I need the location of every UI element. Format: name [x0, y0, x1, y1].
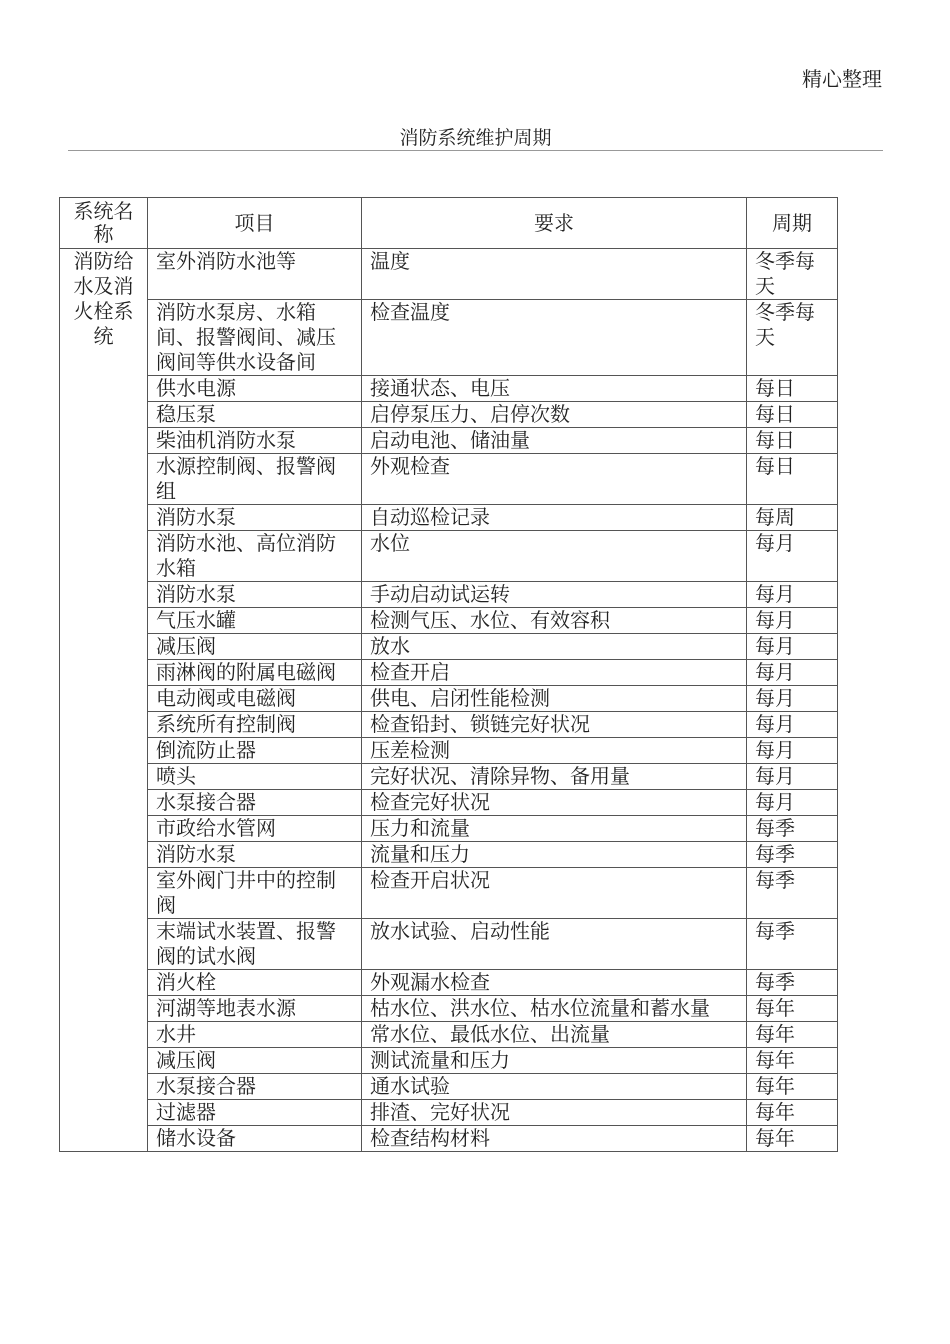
- period-cell: 每日: [747, 376, 838, 402]
- system-name-cell: 消防给水及消火栓系统: [60, 249, 148, 1152]
- requirement-cell: 放水试验、启动性能: [362, 919, 747, 970]
- item-cell: 水源控制阀、报警阀组: [148, 454, 362, 505]
- table-row: [60, 1022, 838, 1048]
- period-cell: 每月: [747, 634, 838, 660]
- period-cell: 每年: [747, 996, 838, 1022]
- period-cell: 每日: [747, 454, 838, 505]
- item-cell: 室外阀门井中的控制阀: [148, 868, 362, 919]
- item-cell: 消防水泵房、水箱间、报警阀间、减压阀间等供水设备间: [148, 300, 362, 376]
- item-cell: 消防水泵: [148, 505, 362, 531]
- table-row: [60, 428, 838, 454]
- item-cell: 水井: [148, 1022, 362, 1048]
- header-system-name: 系统名称: [60, 198, 148, 249]
- table-row: [60, 868, 838, 919]
- requirement-cell: 检查结构材料: [362, 1126, 747, 1152]
- title-divider: [68, 150, 883, 151]
- maintenance-table: [59, 197, 838, 1152]
- item-cell: 水泵接合器: [148, 1074, 362, 1100]
- table-row: [60, 454, 838, 505]
- requirement-cell: 自动巡检记录: [362, 505, 747, 531]
- requirement-cell: 完好状况、清除异物、备用量: [362, 764, 747, 790]
- item-cell: 末端试水装置、报警阀的试水阀: [148, 919, 362, 970]
- item-cell: 供水电源: [148, 376, 362, 402]
- period-cell: 每季: [747, 970, 838, 996]
- requirement-cell: 放水: [362, 634, 747, 660]
- period-cell: 冬季每天: [747, 249, 838, 300]
- requirement-cell: 外观漏水检查: [362, 970, 747, 996]
- header-item: 项目: [148, 198, 362, 249]
- period-cell: 每月: [747, 660, 838, 686]
- item-cell: 室外消防水池等: [148, 249, 362, 300]
- requirement-cell: 供电、启闭性能检测: [362, 686, 747, 712]
- table-row: [60, 376, 838, 402]
- table-row: [60, 842, 838, 868]
- table-header-row: [60, 198, 838, 249]
- table-body: [60, 249, 838, 1152]
- period-cell: 每月: [747, 686, 838, 712]
- item-cell: 过滤器: [148, 1100, 362, 1126]
- period-cell: 每年: [747, 1074, 838, 1100]
- item-cell: 水泵接合器: [148, 790, 362, 816]
- table-row: [60, 738, 838, 764]
- requirement-cell: 检查完好状况: [362, 790, 747, 816]
- item-cell: 气压水罐: [148, 608, 362, 634]
- period-cell: 每季: [747, 842, 838, 868]
- item-cell: 喷头: [148, 764, 362, 790]
- table-row: [60, 1048, 838, 1074]
- period-cell: 每月: [747, 764, 838, 790]
- table-row: [60, 1126, 838, 1152]
- requirement-cell: 检查温度: [362, 300, 747, 376]
- table-row: [60, 505, 838, 531]
- period-cell: 每月: [747, 790, 838, 816]
- item-cell: 柴油机消防水泵: [148, 428, 362, 454]
- table-row: [60, 816, 838, 842]
- header-period: 周期: [747, 198, 838, 249]
- requirement-cell: 检测气压、水位、有效容积: [362, 608, 747, 634]
- item-cell: 河湖等地表水源: [148, 996, 362, 1022]
- table-row: [60, 970, 838, 996]
- requirement-cell: 通水试验: [362, 1074, 747, 1100]
- item-cell: 消防水池、高位消防水箱: [148, 531, 362, 582]
- table-row: [60, 660, 838, 686]
- table-row: [60, 712, 838, 738]
- requirement-cell: 流量和压力: [362, 842, 747, 868]
- table-row: [60, 582, 838, 608]
- item-cell: 市政给水管网: [148, 816, 362, 842]
- requirement-cell: 启动电池、储油量: [362, 428, 747, 454]
- period-cell: 每周: [747, 505, 838, 531]
- requirement-cell: 排渣、完好状况: [362, 1100, 747, 1126]
- table-row: [60, 686, 838, 712]
- table-row: [60, 531, 838, 582]
- table-row: [60, 402, 838, 428]
- period-cell: 每季: [747, 816, 838, 842]
- table-row: [60, 608, 838, 634]
- item-cell: 消防水泵: [148, 842, 362, 868]
- requirement-cell: 检查开启状况: [362, 868, 747, 919]
- requirement-cell: 启停泵压力、启停次数: [362, 402, 747, 428]
- table-row: [60, 634, 838, 660]
- header-requirement: 要求: [362, 198, 747, 249]
- item-cell: 储水设备: [148, 1126, 362, 1152]
- requirement-cell: 外观检查: [362, 454, 747, 505]
- table-row: [60, 1100, 838, 1126]
- requirement-cell: 测试流量和压力: [362, 1048, 747, 1074]
- item-cell: 倒流防止器: [148, 738, 362, 764]
- period-cell: 每月: [747, 712, 838, 738]
- table-row: [60, 1074, 838, 1100]
- period-cell: 每月: [747, 531, 838, 582]
- requirement-cell: 温度: [362, 249, 747, 300]
- table-row: [60, 300, 838, 376]
- item-cell: 减压阀: [148, 1048, 362, 1074]
- requirement-cell: 水位: [362, 531, 747, 582]
- period-cell: 每年: [747, 1100, 838, 1126]
- item-cell: 系统所有控制阀: [148, 712, 362, 738]
- period-cell: 每季: [747, 919, 838, 970]
- table-row: [60, 249, 838, 300]
- period-cell: 每月: [747, 608, 838, 634]
- table-row: [60, 790, 838, 816]
- requirement-cell: 压差检测: [362, 738, 747, 764]
- item-cell: 消火栓: [148, 970, 362, 996]
- requirement-cell: 检查铅封、锁链完好状况: [362, 712, 747, 738]
- table-row: [60, 919, 838, 970]
- requirement-cell: 枯水位、洪水位、枯水位流量和蓄水量: [362, 996, 747, 1022]
- requirement-cell: 压力和流量: [362, 816, 747, 842]
- period-cell: 每月: [747, 738, 838, 764]
- period-cell: 每年: [747, 1048, 838, 1074]
- header-note: 精心整理: [802, 67, 882, 91]
- table-row: [60, 764, 838, 790]
- document-title: 消防系统维护周期: [399, 127, 552, 149]
- period-cell: 每日: [747, 402, 838, 428]
- period-cell: 冬季每天: [747, 300, 838, 376]
- item-cell: 减压阀: [148, 634, 362, 660]
- period-cell: 每季: [747, 868, 838, 919]
- period-cell: 每年: [747, 1126, 838, 1152]
- requirement-cell: 手动启动试运转: [362, 582, 747, 608]
- item-cell: 消防水泵: [148, 582, 362, 608]
- requirement-cell: 检查开启: [362, 660, 747, 686]
- period-cell: 每月: [747, 582, 838, 608]
- period-cell: 每日: [747, 428, 838, 454]
- requirement-cell: 常水位、最低水位、出流量: [362, 1022, 747, 1048]
- item-cell: 雨淋阀的附属电磁阀: [148, 660, 362, 686]
- period-cell: 每年: [747, 1022, 838, 1048]
- table-row: [60, 996, 838, 1022]
- requirement-cell: 接通状态、电压: [362, 376, 747, 402]
- item-cell: 电动阀或电磁阀: [148, 686, 362, 712]
- item-cell: 稳压泵: [148, 402, 362, 428]
